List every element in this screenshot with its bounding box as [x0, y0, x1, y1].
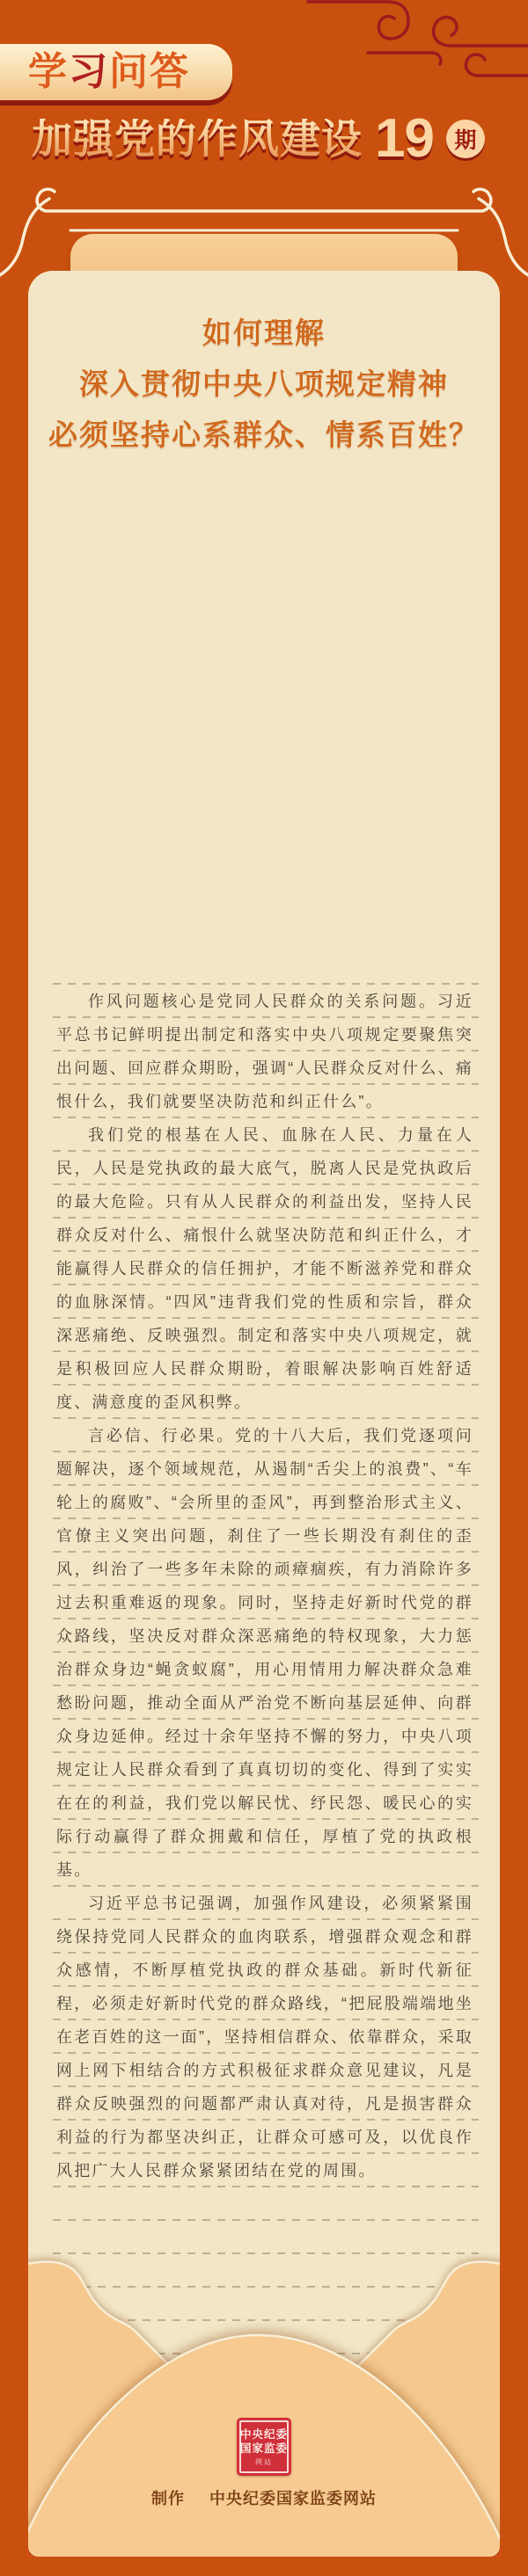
producer-label: 制作	[151, 2490, 185, 2507]
badge-label-part3: 问答	[109, 50, 190, 93]
article-paragraph: 言必信、行必果。党的十八大后，我们党逐项问题解决，逐个领域规范，从遏制“舌尖上的浪费”、“车轮上的腐败”、“会所里的歪风”，再到整治形式主义、官僚主义突出问题，刹住了一些长期没有刹住的歪风，纠治了一些多年未除的顽瘴痼疾，有力消除许多过去积重难返的现象。同时，坚持走好新时代党的群众路线，坚决反对群众深恶痛绝的特权现象，大力惩治群众身边“蝇贪蚁腐”，用心用情用力解决群众急难愁盼问题，推动全面从严治党不断向基层延伸、向群众身边延伸。经过十余年坚持不懈的努力，中央八项规定让人民群众看到了真真切切的变化、得到了实实在在的利益，我们党以解民忧、纾民怨、暖民心的实际行动赢得了群众拥戴和信任，厚植了党的执政根基。	[56, 1427, 473, 1879]
issue-title-row	[32, 109, 485, 169]
article-text	[56, 985, 473, 2356]
seal-line-3: 网站	[255, 2457, 273, 2466]
cloud-decoration-icon	[264, 0, 528, 97]
badge-label-part2: 习	[69, 50, 109, 93]
letter-body	[56, 985, 473, 2356]
article-paragraph: 作风问题核心是党同人民群众的关系问题。习近平总书记鲜明提出制定和落实中央八项规定要聚焦突出问题、回应群众期盼，强调“人民群众反对什么、痛恨什么，我们就要坚决防范和纠正什么”。	[56, 993, 473, 1110]
producer-name: 中央纪委国家监委网站	[209, 2490, 377, 2507]
badge-label-part1: 学	[28, 50, 69, 93]
article-paragraph: 我们党的根基在人民、血脉在人民、力量在人民，人民是党执政的最大底气，脱离人民是党执政后的最大危险。只有从人民群众的利益出发，坚持人民群众反对什么、痛恨什么就坚决防范和纠正什么，才能赢得人民群众的信任拥护，才能不断滋养党和群众的血脉深情。“四风”违背我们党的性质和宗旨，群众深恶痛绝、反映强烈。制定和落实中央八项规定，就是积极回应人民群众期盼，着眼解决影响百姓舒适度、满意度的歪风积弊。	[56, 1126, 473, 1411]
issue-title: 加强党的作风建设	[32, 116, 363, 162]
issue-unit-badge: 期	[446, 120, 485, 158]
study-qa-badge	[0, 44, 232, 100]
footer-credit	[0, 2486, 528, 2509]
question-line-2: 深入贯彻中央八项规定精神	[79, 367, 449, 400]
seal-stamp	[237, 2418, 291, 2476]
seal-line-1: 中央纪委	[239, 2427, 288, 2441]
seal-line-2: 国家监委	[239, 2441, 288, 2455]
issue-number: 19	[375, 108, 434, 169]
article-paragraph: 习近平总书记强调，加强作风建设，必须紧紧围绕保持党同人民群众的血肉联系，增强群众观念和群众感情，不断厚植党执政的群众基础。新时代新征程，必须走好新时代党的群众路线，“把屁股端端地坐在老百姓的这一面”，坚持相信群众、依靠群众，采取网上网下相结合的方式积极征求群众意见建议，凡是群众反映强烈的问题都严肃认真对待，凡是损害群众利益的行为都坚决纠正，让群众可感可及，以优良作风把广大人民群众紧紧团结在党的周围。	[56, 1895, 473, 2179]
question-title	[28, 308, 500, 461]
question-line-1: 如何理解	[202, 317, 326, 349]
question-line-3: 必须坚持心系群众、情系百姓？	[48, 418, 480, 451]
